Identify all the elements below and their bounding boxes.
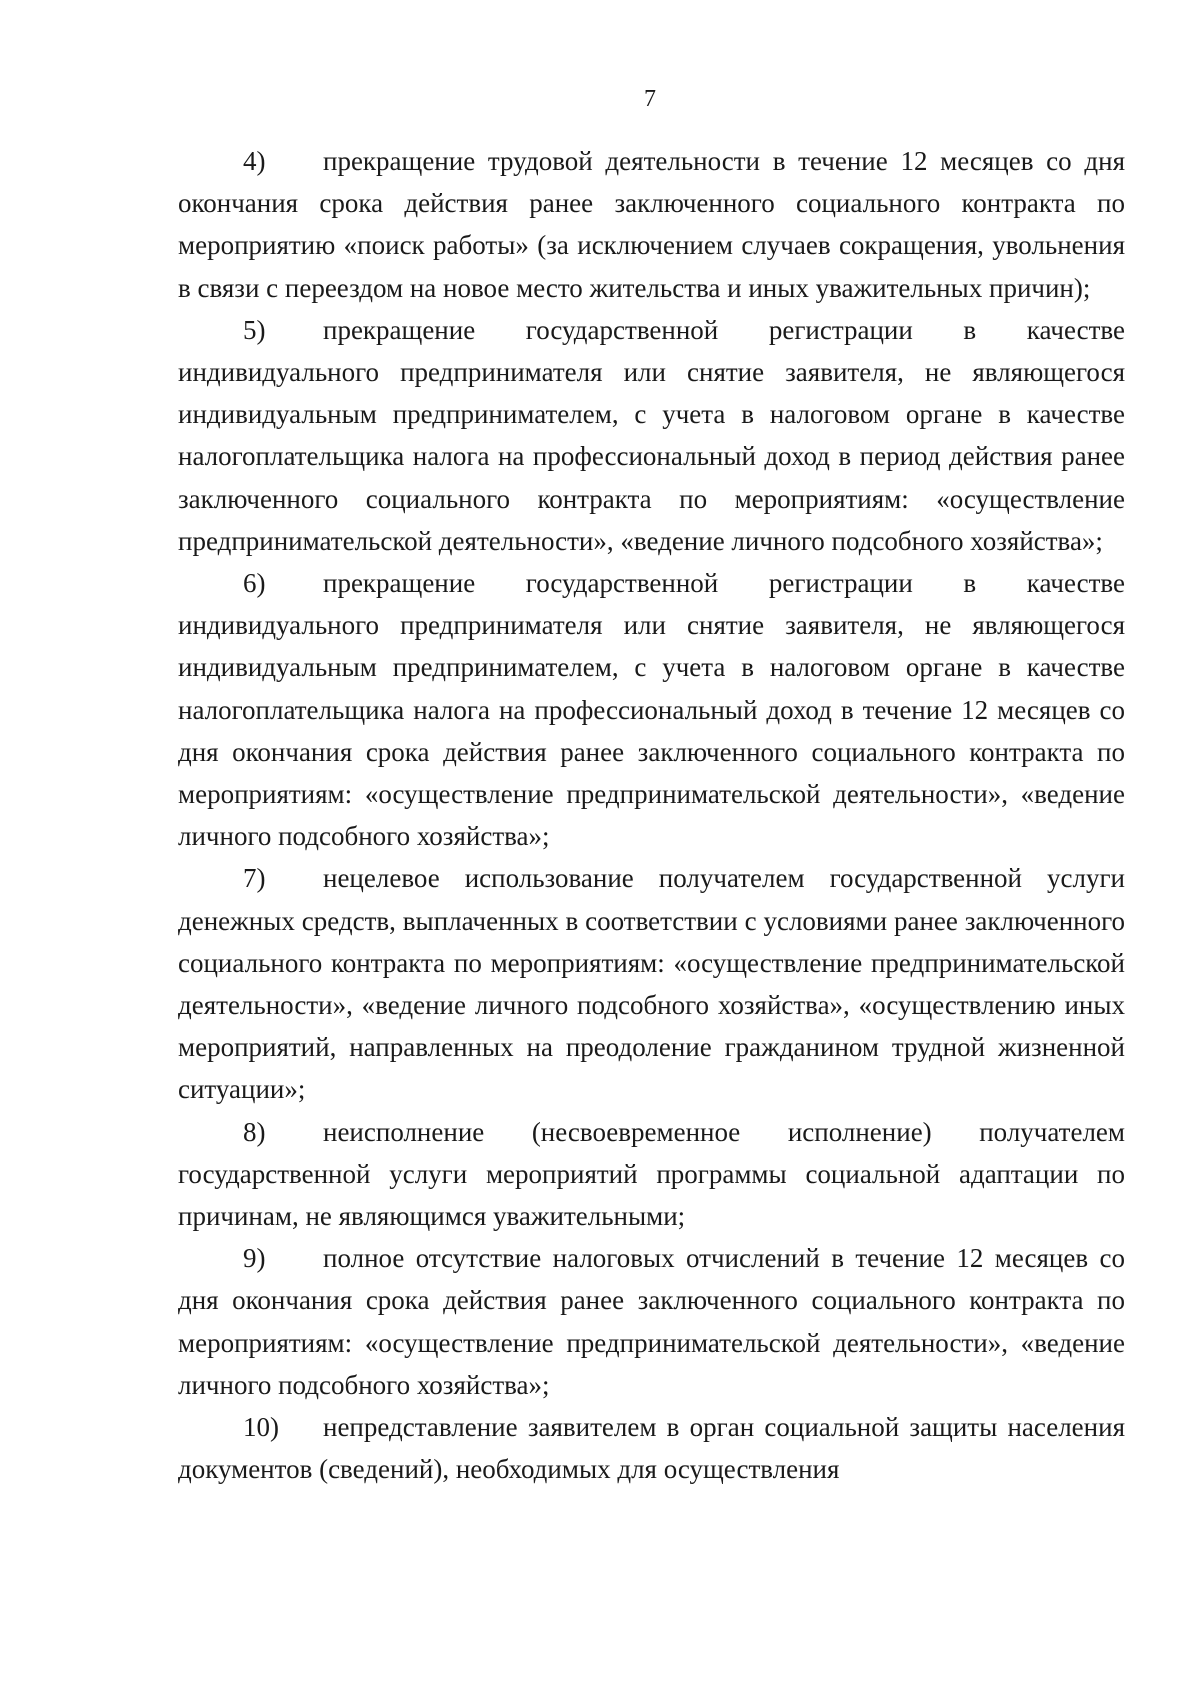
item-number: 9) (243, 1243, 266, 1274)
item-text: полное отсутствие налоговых отчислений в течение 12 месяцев со дня окончания срока действия ранее заключенного социального контракта по мероприятиям: «осуществление предпринимательской деятельности», «ведение личного подсобного хозяйства»; (178, 1243, 1125, 1400)
item-number: 10) (243, 1412, 279, 1443)
list-item-4 (178, 140, 1125, 309)
item-text: прекращение государственной регистрации в качестве индивидуального предпринимателя или снятие заявителя, не являющегося индивидуальным предпринимателем, с учета в налоговом органе в качестве налогоплательщика налога на профессиональный доход в течение 12 месяцев со дня окончания срока действия ранее заключенного социального контракта по мероприятиям: «осуществление предпринимательской деятельности», «ведение личного подсобного хозяйства»; (178, 568, 1125, 852)
list-item-10 (178, 1406, 1125, 1490)
list-item-7 (178, 857, 1125, 1110)
item-number: 7) (243, 863, 266, 894)
item-text: непредставление заявителем в орган социальной защиты населения документов (сведений), необходимых для осуществления (178, 1412, 1125, 1485)
list-item-5 (178, 309, 1125, 562)
item-number: 5) (243, 314, 266, 345)
item-number: 4) (243, 146, 266, 176)
item-text: неисполнение (несвоевременное исполнение) получателем государственной услуги мероприятий программы социальной адаптации по причинам, не являющимся уважительными; (178, 1116, 1125, 1232)
document-body (178, 140, 1125, 1491)
list-item-9 (178, 1237, 1125, 1406)
item-text: прекращение государственной регистрации в качестве индивидуального предпринимателя или снятие заявителя, не являющегося индивидуальным предпринимателем, с учета в налоговом органе в качестве налогоплательщика налога на профессиональный доход в период действия ранее заключенного социального контракта по мероприятиям: «осуществление предпринимательской деятельности», «ведение личного подсобного хозяйства»; (178, 314, 1125, 556)
item-number: 6) (243, 568, 266, 599)
list-item-8 (178, 1111, 1125, 1238)
page-number: 7 (644, 86, 656, 112)
item-text: прекращение трудовой деятельности в течение 12 месяцев со дня окончания срока действия ранее заключенного социального контракта по мероприятию «поиск работы» (за исключением случаев сокращения, увольнения в связи с переездом на новое место жительства и иных уважительных причин); (178, 146, 1125, 303)
list-item-6 (178, 562, 1125, 857)
item-number: 8) (243, 1116, 266, 1147)
item-text: нецелевое использование получателем государственной услуги денежных средств, выплаченных в соответствии с условиями ранее заключенного социального контракта по мероприятиям: «осуществление предпринимательской деятельности», «ведение личного подсобного хозяйства», «осуществлению иных мероприятий, направленных на преодоление гражданином трудной жизненной ситуации»; (178, 863, 1125, 1105)
